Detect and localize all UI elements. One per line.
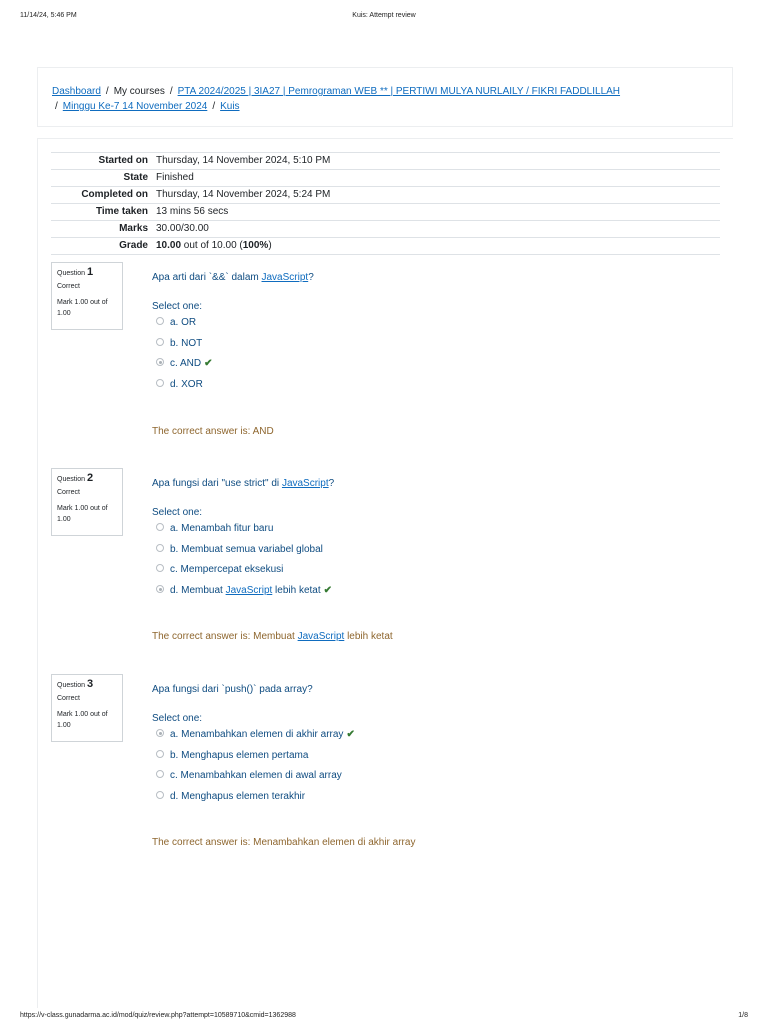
summary-row <box>51 221 720 238</box>
summary-label: Completed on <box>51 187 153 204</box>
summary-row <box>51 204 720 221</box>
radio-icon[interactable] <box>156 544 164 552</box>
option-label: c. Mempercepat eksekusi <box>170 564 284 575</box>
summary-label: Time taken <box>51 204 153 221</box>
summary-value: Finished <box>153 170 720 187</box>
summary-label: Grade <box>51 238 153 255</box>
radio-selected-icon[interactable] <box>156 729 164 737</box>
question-label: Question <box>57 476 86 483</box>
radio-icon[interactable] <box>156 317 164 325</box>
summary-label: Started on <box>51 153 153 170</box>
breadcrumb-separator: / <box>105 86 109 97</box>
radio-selected-icon[interactable] <box>156 585 164 593</box>
option-label: c. AND <box>170 358 202 369</box>
summary-label: Marks <box>51 221 153 238</box>
answer-option[interactable] <box>156 337 202 351</box>
summary-row <box>51 187 720 204</box>
answer-option[interactable] <box>156 563 283 577</box>
question-text-part: Apa fungsi dari "use strict" di <box>152 478 282 489</box>
radio-selected-icon[interactable] <box>156 358 164 366</box>
question-number <box>57 473 117 485</box>
question-text-3: Apa fungsi dari `push()` pada array? <box>152 684 313 695</box>
question-number <box>57 267 117 279</box>
grade-out-of: out of 10.00 ( <box>181 240 243 251</box>
main-region <box>37 138 733 1008</box>
summary-value: 30.00/30.00 <box>153 221 720 238</box>
question-number-value: 1 <box>86 266 94 278</box>
answer-option[interactable] <box>156 378 203 392</box>
feedback-part: lebih ketat <box>344 631 393 642</box>
question-info-2 <box>51 468 123 536</box>
grade-close: ) <box>268 240 272 251</box>
radio-icon[interactable] <box>156 379 164 387</box>
javascript-link[interactable]: JavaScript <box>261 272 309 283</box>
answer-option-selected[interactable] <box>156 728 355 742</box>
option-label: c. Menambahkan elemen di awal array <box>170 770 342 781</box>
breadcrumb-dashboard[interactable]: Dashboard <box>52 86 101 97</box>
select-one-prompt: Select one: <box>152 507 203 518</box>
print-datetime: 11/14/24, 5:46 PM <box>20 12 77 19</box>
answer-option[interactable] <box>156 749 308 763</box>
question-number-value: 2 <box>86 472 94 484</box>
radio-icon[interactable] <box>156 564 164 572</box>
question-text-1 <box>152 272 314 283</box>
breadcrumb-separator: / <box>169 86 173 97</box>
summary-row-grade <box>51 238 720 255</box>
print-url: https://v-class.gunadarma.ac.id/mod/quiz/review.php?attempt=10589710&cmid=1362988 <box>20 1012 296 1019</box>
summary-value: Thursday, 14 November 2024, 5:10 PM <box>153 153 720 170</box>
breadcrumb-week[interactable]: Minggu Ke-7 14 November 2024 <box>62 101 208 112</box>
select-one-prompt: Select one: <box>152 301 203 312</box>
answer-option-selected[interactable] <box>156 357 213 371</box>
option-label: a. Menambahkan elemen di akhir array <box>170 729 344 740</box>
feedback-part: The correct answer is: Membuat <box>152 631 298 642</box>
radio-icon[interactable] <box>156 523 164 531</box>
answer-option[interactable] <box>156 543 323 557</box>
question-text-part: ? <box>328 478 335 489</box>
question-number <box>57 679 117 691</box>
attempt-summary-table <box>51 152 720 255</box>
check-icon: ✔ <box>323 585 333 596</box>
summary-row <box>51 153 720 170</box>
answer-option[interactable] <box>156 790 305 804</box>
summary-value: Thursday, 14 November 2024, 5:24 PM <box>153 187 720 204</box>
answer-option-selected[interactable] <box>156 584 332 598</box>
option-label: a. Menambah fitur baru <box>170 523 274 534</box>
option-label: lebih ketat <box>272 585 321 596</box>
option-label: d. Menghapus elemen terakhir <box>170 791 306 802</box>
breadcrumb <box>37 67 733 127</box>
option-label: a. OR <box>170 317 197 328</box>
correct-answer-feedback: The correct answer is: Menambahkan elemen di akhir array <box>152 837 416 848</box>
question-info-3 <box>51 674 123 742</box>
breadcrumb-my-courses: My courses <box>113 86 165 97</box>
check-icon: ✔ <box>204 358 213 369</box>
question-label: Question <box>57 270 86 277</box>
question-state: Correct <box>57 695 80 702</box>
print-title: Kuis: Attempt review <box>352 12 416 19</box>
summary-row <box>51 170 720 187</box>
select-one-prompt: Select one: <box>152 713 203 724</box>
javascript-link[interactable]: JavaScript <box>281 478 329 489</box>
option-label: b. Menghapus elemen pertama <box>170 750 309 761</box>
option-label: b. NOT <box>170 338 203 349</box>
summary-label: State <box>51 170 153 187</box>
question-mark: Mark 1.00 out of 1.00 <box>57 299 108 317</box>
answer-option[interactable] <box>156 522 273 536</box>
question-state: Correct <box>57 489 80 496</box>
correct-answer-feedback <box>152 631 393 642</box>
breadcrumb-quiz[interactable]: Kuis <box>220 101 240 112</box>
javascript-link[interactable]: JavaScript <box>297 631 345 642</box>
print-page-number: 1/8 <box>738 1012 748 1019</box>
javascript-link[interactable]: JavaScript <box>225 585 273 596</box>
radio-icon[interactable] <box>156 791 164 799</box>
question-text-2 <box>152 478 334 489</box>
answer-option[interactable] <box>156 769 342 783</box>
radio-icon[interactable] <box>156 750 164 758</box>
question-text-part: ? <box>308 272 314 283</box>
breadcrumb-separator: / <box>212 101 216 112</box>
summary-value: 13 mins 56 secs <box>153 204 720 221</box>
question-mark: Mark 1.00 out of 1.00 <box>57 505 108 523</box>
option-label: b. Membuat semua variabel global <box>170 544 323 555</box>
question-text-part: Apa arti dari `&&` dalam <box>152 272 262 283</box>
question-label: Question <box>57 682 86 689</box>
option-label: d. Membuat <box>170 585 226 596</box>
grade-percent: 100% <box>242 240 269 251</box>
grade-value <box>153 238 720 255</box>
question-mark: Mark 1.00 out of 1.00 <box>57 711 108 729</box>
check-icon: ✔ <box>346 729 355 740</box>
question-number-value: 3 <box>86 678 94 690</box>
breadcrumb-course[interactable]: PTA 2024/2025 | 3IA27 | Pemrograman WEB ** | PERTIWI MULYA NURLAILY / FIKRI FADDLILLAH <box>177 86 621 97</box>
correct-answer-feedback: The correct answer is: AND <box>152 426 274 437</box>
question-state: Correct <box>57 283 80 290</box>
question-info-1 <box>51 262 123 330</box>
answer-option[interactable] <box>156 316 196 330</box>
option-label: d. XOR <box>170 379 203 390</box>
radio-icon[interactable] <box>156 770 164 778</box>
grade-score: 10.00 <box>156 240 182 251</box>
breadcrumb-separator: / <box>55 101 58 112</box>
radio-icon[interactable] <box>156 338 164 346</box>
